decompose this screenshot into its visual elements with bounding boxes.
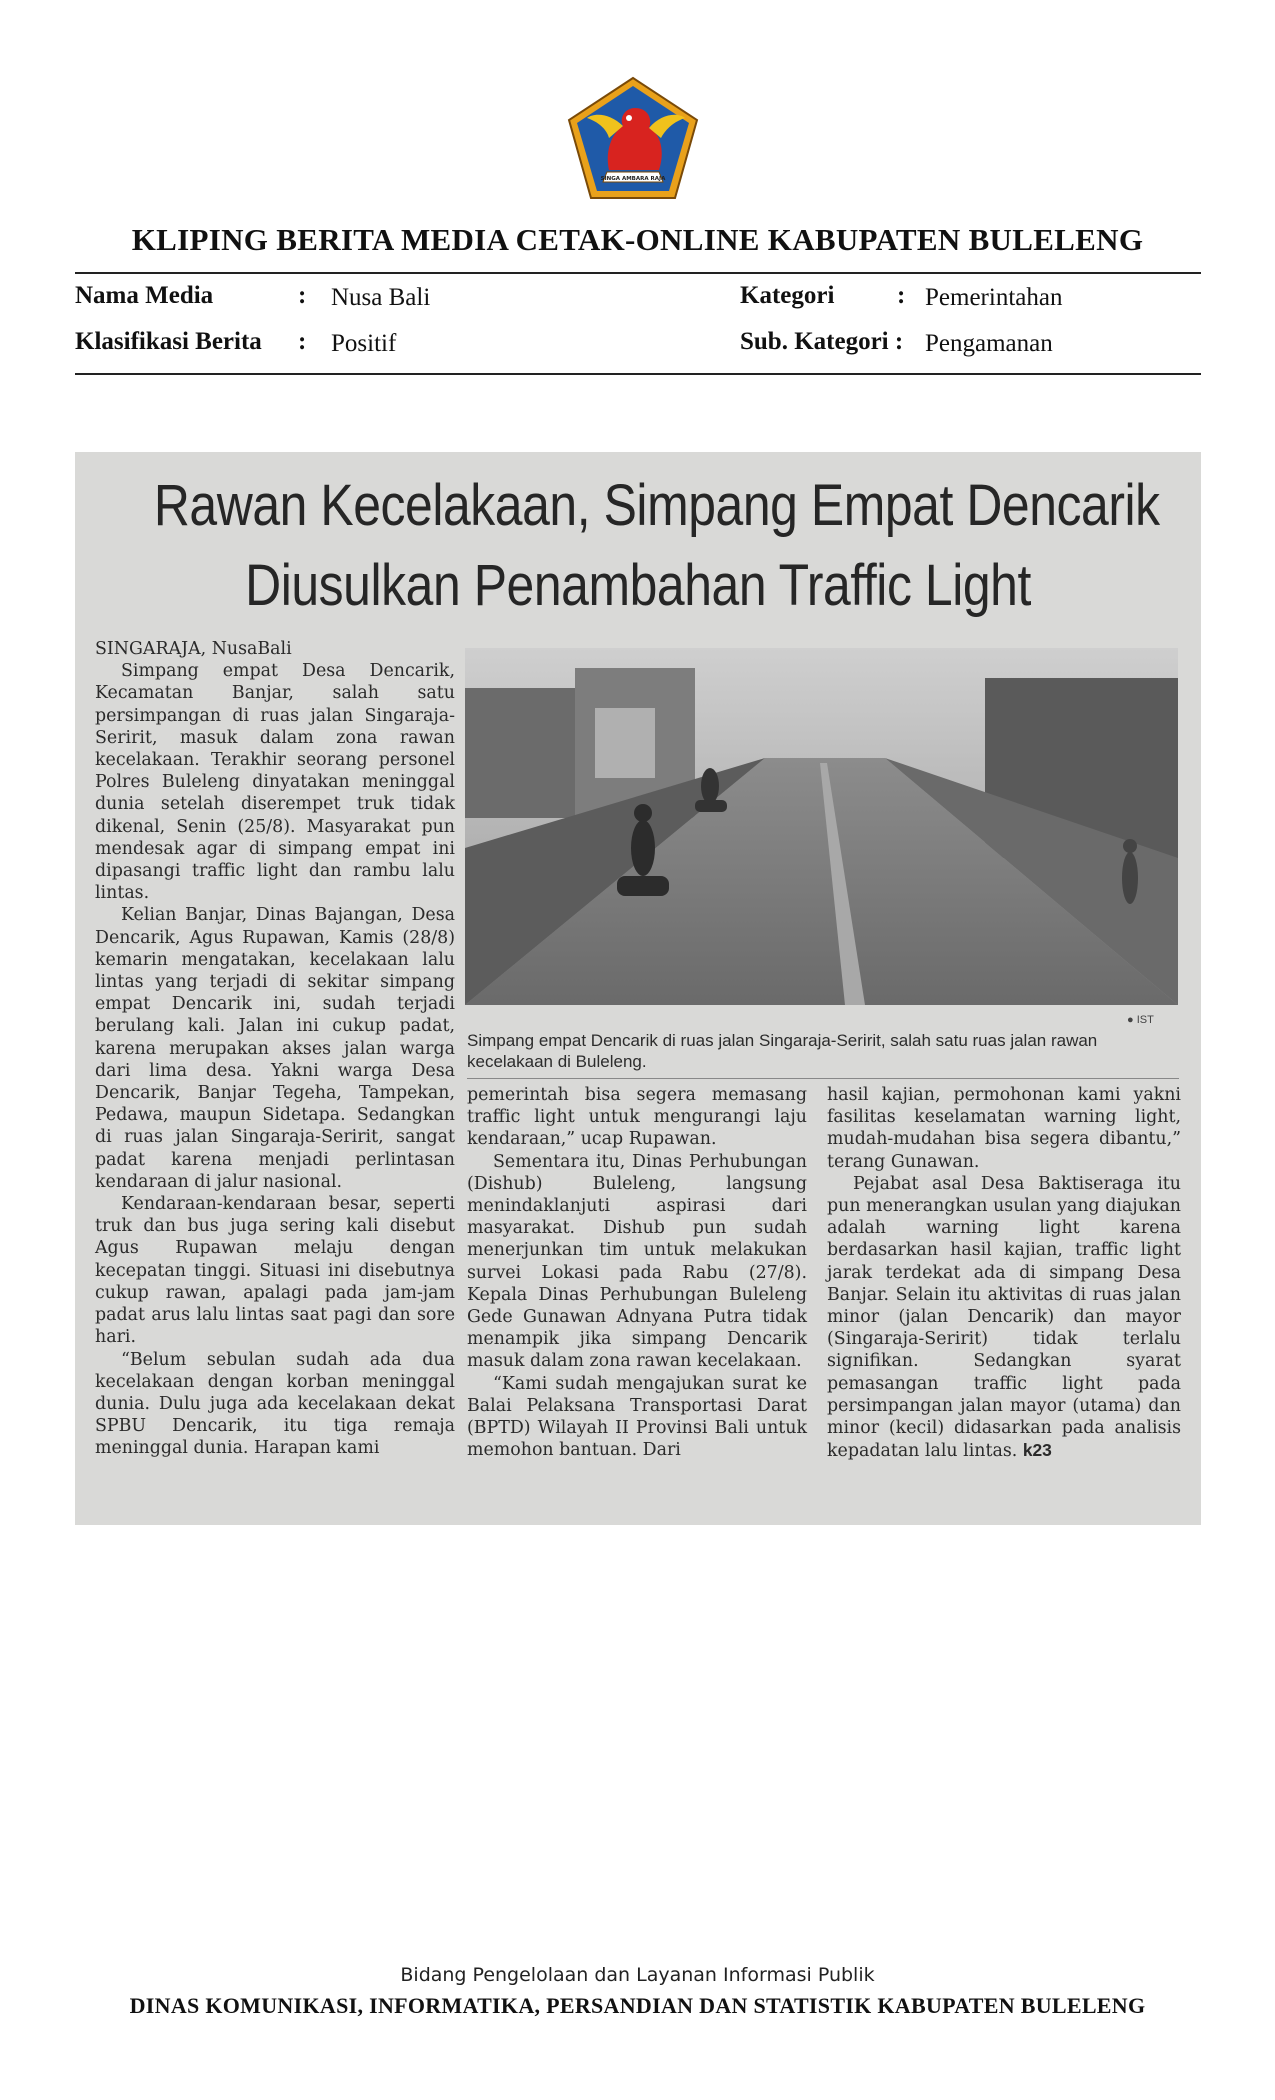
paragraph: Kendaraan-kendaraan besar, seperti truk dan bus juga sering kali disebut Agus Rupawan melaju dengan kecepatan tinggi. Situasi ini disebutnya cukup rawan, apalagi pada jam-jam padat arus lalu lintas saat pagi dan sore hari. xyxy=(95,1194,455,1348)
photo-credit: ● IST xyxy=(1127,1014,1154,1026)
author-signoff: k23 xyxy=(1022,1440,1052,1461)
buleleng-regency-logo xyxy=(565,74,701,202)
sub-kategori-value: Pengamanan xyxy=(925,330,1053,357)
kategori-label: Kategori xyxy=(740,282,835,309)
newspaper-clipping xyxy=(75,452,1201,1525)
article-column-3 xyxy=(827,1084,1181,1462)
article-column-2 xyxy=(467,1084,807,1461)
caption-divider xyxy=(467,1078,1179,1079)
sub-kategori-label: Sub. Kategori : xyxy=(740,328,904,355)
headline-line-2: Diusulkan Penambahan Traffic Light xyxy=(245,553,1031,618)
dateline: SINGARAJA, NusaBali xyxy=(95,639,292,659)
paragraph: “Belum sebulan sudah ada dua kecelakaan dengan korban meninggal dunia. Dulu juga ada kecelakaan dekat SPBU Dencarik, itu tiga remaja meninggal dunia. Harapan kami xyxy=(95,1349,455,1459)
paragraph: hasil kajian, permohonan kami yakni fasilitas keselamatan warning light, mudah-mudahan bisa segera dibantu,” terang Gunawan. xyxy=(827,1085,1181,1172)
klasifikasi-value: Positif xyxy=(331,330,397,357)
paragraph: “Kami sudah mengajukan surat ke Balai Pelaksana Transportasi Darat (BPTD) Wilayah II Provinsi Bali untuk memohon bantuan. Dari xyxy=(467,1373,807,1461)
header-divider-top xyxy=(75,272,1201,274)
header-divider-bottom xyxy=(75,373,1201,375)
paragraph: pemerintah bisa segera memasang traffic light untuk mengurangi laju kendaraan,” ucap Rupawan. xyxy=(467,1085,807,1150)
paragraph: Kelian Banjar, Dinas Bajangan, Desa Dencarik, Agus Rupawan, Kamis (28/8) kemarin mengatakan, kecelakaan lalu lintas yang terjadi di sekitar simpang empat Dencarik ini, sudah terjadi berulang kali. Jalan ini cukup padat, karena merupakan akses jalan warga dari lima desa. Yakni warga Desa Dencarik, Banjar Tegeha, Tampekan, Pedawa, maupun Sidetapa. Sedangkan di ruas jalan Singaraja-Seririt, sangat padat karena menjadi perlintasan kendaraan di jalur nasional. xyxy=(95,905,455,1192)
photo-caption: Simpang empat Dencarik di ruas jalan Singaraja-Seririt, salah satu ruas jalan rawan kecelakaan di Buleleng. xyxy=(467,1031,1098,1071)
headline-line-1: Rawan Kecelakaan, Simpang Empat Dencarik xyxy=(153,473,1160,538)
clipping-metadata xyxy=(75,282,1201,362)
colon: : xyxy=(298,282,307,309)
paragraph: Simpang empat Desa Dencarik, Kecamatan Banjar, salah satu persimpangan di ruas jalan Singaraja-Seririt, masuk dalam zona rawan kecelakaan. Terakhir seorang personel Polres Buleleng dinyatakan meninggal dunia setelah diserempet truk tidak dikenal, Senin (25/8). Masyarakat pun mendesak agar di simpang empat ini dipasangi traffic light dan rambu lalu lintas. xyxy=(95,661,455,904)
logo-motto: SINGA AMBARA RAJA xyxy=(600,176,666,182)
page-title: KLIPING BERITA MEDIA CETAK-ONLINE KABUPATEN BULELENG xyxy=(131,222,1144,257)
klasifikasi-label: Klasifikasi Berita xyxy=(75,328,262,355)
footer-agency: DINAS KOMUNIKASI, INFORMATIKA, PERSANDIAN DAN STATISTIK KABUPATEN BULELENG xyxy=(129,1993,1146,2018)
footer-unit: Bidang Pengelolaan dan Layanan Informasi Publik xyxy=(400,1964,875,1986)
colon: : xyxy=(298,328,307,355)
paragraph xyxy=(827,1173,1181,1463)
paragraph-text: Pejabat asal Desa Baktiseraga itu pun menerangkan usulan yang diajukan adalah warning light karena berdasarkan hasil kajian, traffic light jarak terdekat ada di simpang Desa Banjar. Selain itu aktivitas di ruas jalan minor (jalan Dencarik) dan mayor (Singaraja-Seririt) tidak terlalu signifikan. Sedangkan syarat pemasangan traffic light pada persimpangan jalan mayor (utama) dan minor (kecil) didasarkan pada analisis kepadatan lalu lintas. xyxy=(827,1173,1181,1462)
article-column-1 xyxy=(95,638,455,1460)
news-photo xyxy=(465,648,1178,1005)
nama-media-value: Nusa Bali xyxy=(331,284,431,311)
paragraph: Sementara itu, Dinas Perhubungan (Dishub) Buleleng, langsung menindaklanjuti aspirasi dari masyarakat. Dishub pun sudah menerjunkan tim untuk melakukan survei Lokasi pada Rabu (27/8). Kepala Dinas Perhubungan Buleleng Gede Gunawan Adnyana Putra tidak menampik jika simpang Dencarik masuk dalam zona rawan kecelakaan. xyxy=(467,1151,807,1372)
kategori-value: Pemerintahan xyxy=(925,284,1063,311)
colon: : xyxy=(897,282,906,309)
nama-media-label: Nama Media xyxy=(75,282,214,309)
